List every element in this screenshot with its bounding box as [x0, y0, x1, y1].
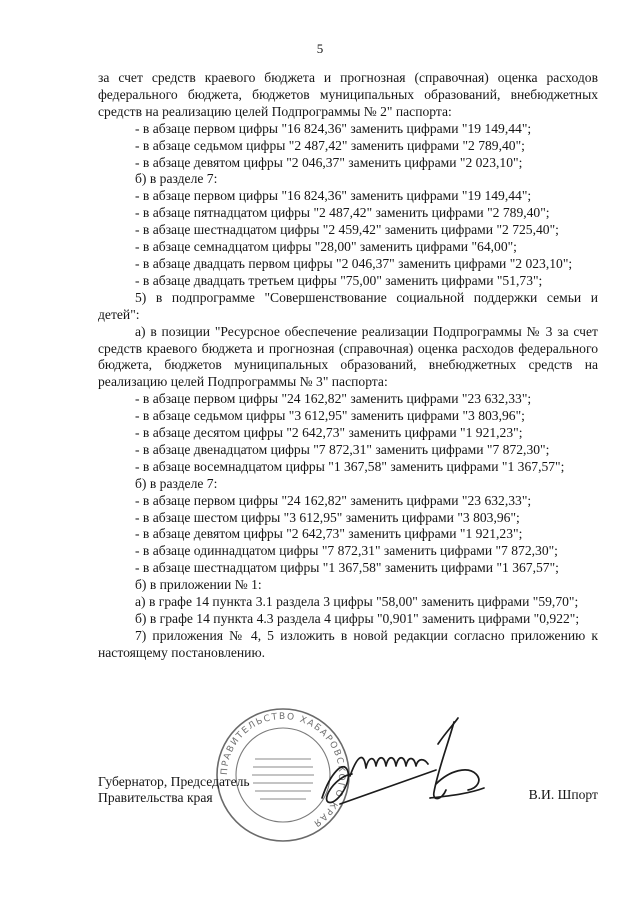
signatory-position: [98, 774, 250, 806]
paragraph: - в абзаце пятнадцатом цифры "2 487,42" заменить цифрами "2 789,40";: [135, 205, 550, 221]
paragraph: - в абзаце девятом цифры "2 046,37" заменить цифрами "2 023,10";: [135, 154, 523, 170]
signatory-position-line2: Правительства края: [98, 790, 213, 806]
paragraph: - в абзаце десятом цифры "2 642,73" заменить цифрами "1 921,23";: [135, 425, 523, 441]
paragraph: - в абзаце первом цифры "16 824,36" заменить цифрами "19 149,44";: [135, 188, 532, 204]
paragraph: - в абзаце первом цифры "24 162,82" заменить цифрами "23 632,33";: [135, 492, 532, 508]
paragraph: а) в позиции "Ресурсное обеспечение реализации Подпрограммы № 3 за счет средств краевого бюджета и прогнозная (справочная) оценка расходов федерального бюджета, бюджетов муниципальных образований, внебюджетных средств на реализацию целей Подпрограммы № 3" паспорта:: [98, 323, 598, 390]
paragraph: - в абзаце шестом цифры "3 612,95" заменить цифрами "3 803,96";: [135, 509, 520, 525]
paragraph: б) в разделе 7:: [135, 475, 218, 491]
paragraph: - в абзаце седьмом цифры "3 612,95" заменить цифрами "3 803,96";: [135, 408, 525, 424]
handwritten-signature: [318, 714, 488, 819]
paragraph: - в абзаце семнадцатом цифры "28,00" заменить цифрами "64,00";: [135, 239, 517, 255]
paragraph: - в абзаце седьмом цифры "2 487,42" заменить цифрами "2 789,40";: [135, 137, 525, 153]
paragraph: 7) приложения № 4, 5 изложить в новой редакции согласно приложению к настоящему постановлению.: [98, 627, 598, 660]
paragraph: - в абзаце одиннадцатом цифры "7 872,31" заменить цифрами "7 872,30";: [135, 543, 558, 559]
paragraph: б) в разделе 7:: [135, 171, 218, 187]
signatory-position-line1: Губернатор, Председатель: [98, 774, 250, 789]
paragraph: б) в приложении № 1:: [135, 577, 262, 593]
paragraph: - в абзаце шестнадцатом цифры "1 367,58" заменить цифрами "1 367,57";: [135, 560, 559, 576]
paragraph: - в абзаце первом цифры "16 824,36" заменить цифрами "19 149,44";: [135, 120, 532, 136]
page-number: 5: [316, 41, 324, 56]
paragraph: - в абзаце двенадцатом цифры "7 872,31" заменить цифрами "7 872,30";: [135, 441, 550, 457]
document-body: [98, 70, 598, 662]
svg-text:ПРАВИТЕЛЬСТВО ХАБАРОВСКОГО КРА: ПРАВИТЕЛЬСТВО ХАБАРОВСКОГО КРАЯ: [219, 711, 347, 829]
paragraph: - в абзаце восемнадцатом цифры "1 367,58" заменить цифрами "1 367,57";: [135, 458, 565, 474]
paragraph: - в абзаце первом цифры "24 162,82" заменить цифрами "23 632,33";: [135, 391, 532, 407]
signatory-name: В.И. Шпорт: [528, 787, 598, 802]
paragraph: а) в графе 14 пункта 3.1 раздела 3 цифры "58,00" заменить цифрами "59,70";: [135, 594, 579, 610]
paragraph: б) в графе 14 пункта 4.3 раздела 4 цифры "0,901" заменить цифрами "0,922";: [135, 611, 580, 626]
paragraph: за счет средств краевого бюджета и прогнозная (справочная) оценка расходов федерального бюджета, бюджетов муниципальных образований, внебюджетных средств на реализацию целей Подпрограммы № 2" паспорта:: [98, 70, 598, 119]
paragraph: 5) в подпрограмме "Совершенствование социальной поддержки семьи и детей":: [98, 289, 598, 322]
paragraph: - в абзаце шестнадцатом цифры "2 459,42" заменить цифрами "2 725,40";: [135, 222, 559, 238]
paragraph: - в абзаце девятом цифры "2 642,73" заменить цифрами "1 921,23";: [135, 526, 523, 542]
paragraph: - в абзаце двадцать первом цифры "2 046,37" заменить цифрами "2 023,10";: [135, 255, 573, 271]
paragraph: - в абзаце двадцать третьем цифры "75,00" заменить цифрами "51,73";: [135, 272, 543, 288]
